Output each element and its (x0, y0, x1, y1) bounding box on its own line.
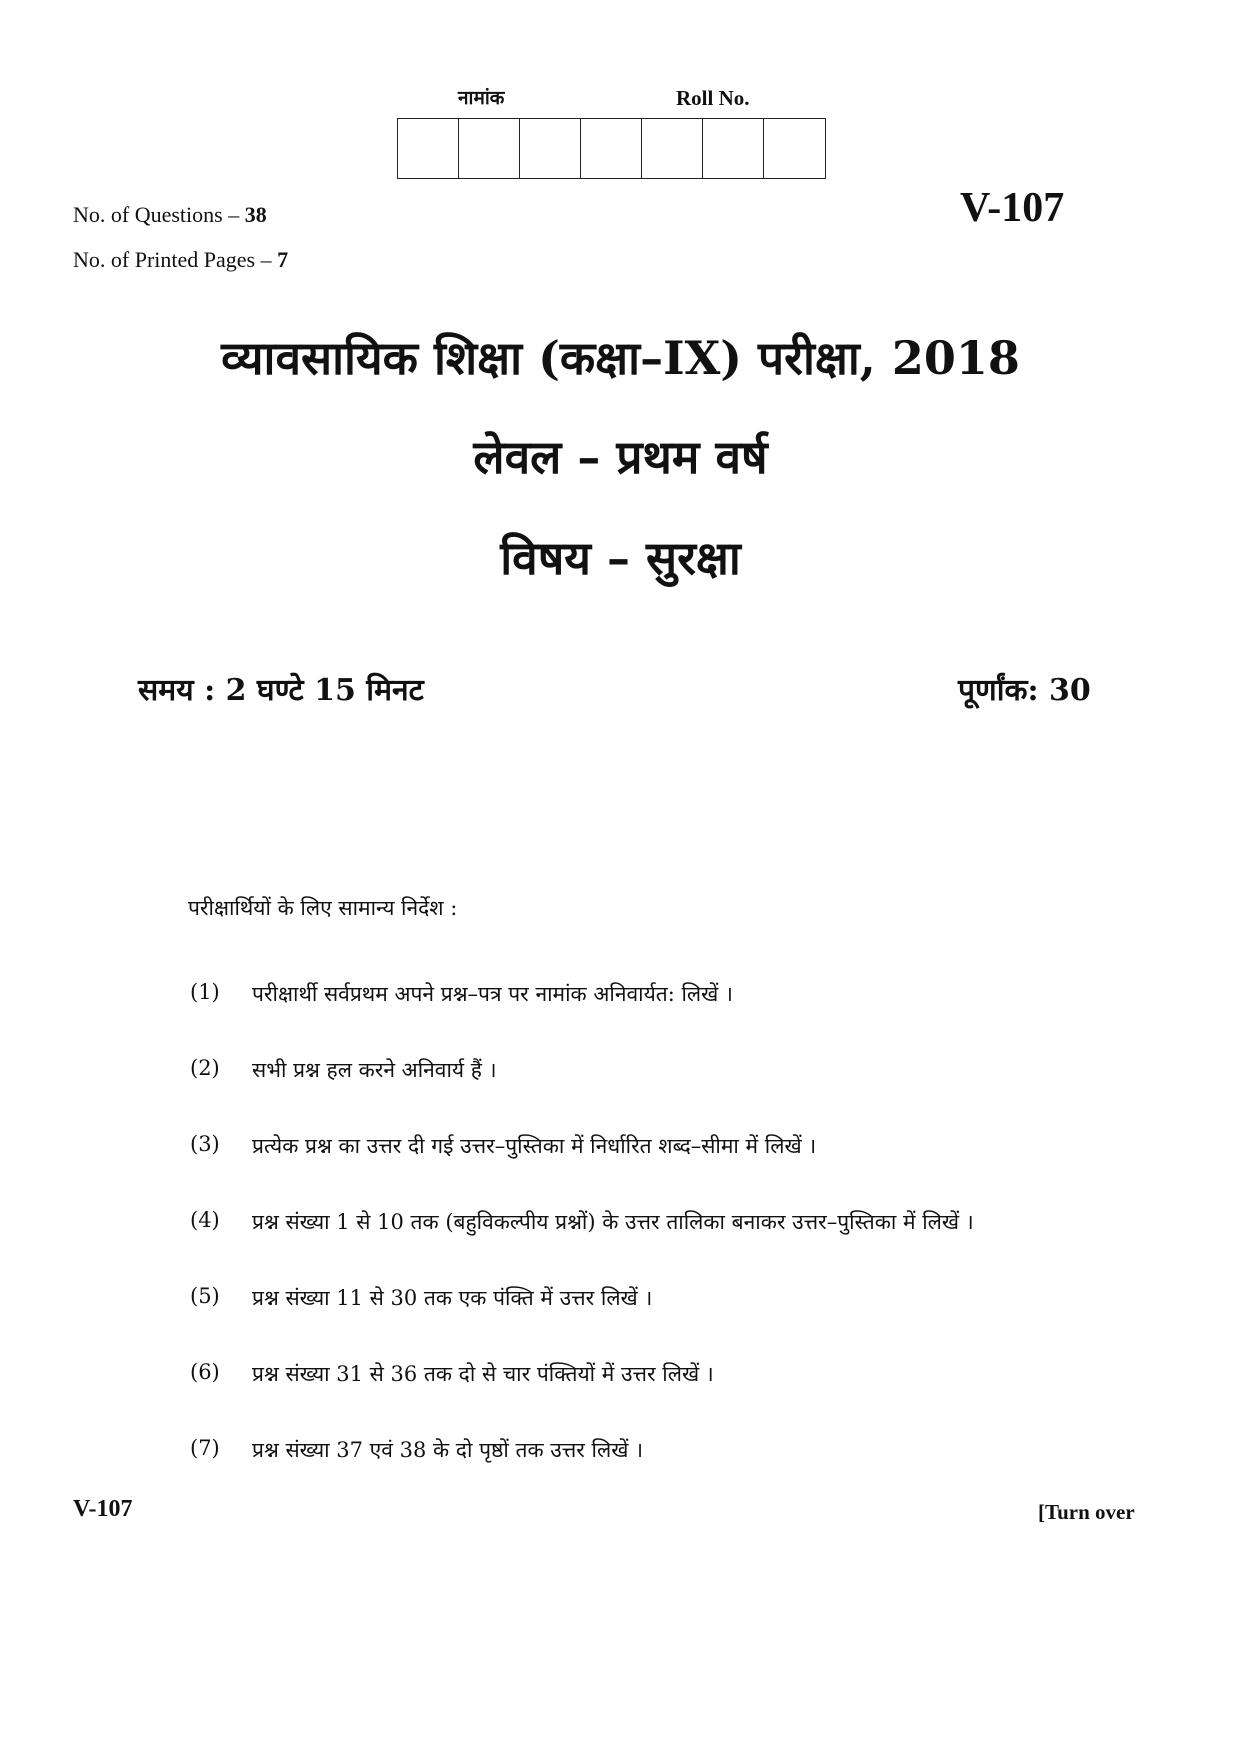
questions-count (73, 202, 267, 228)
roll-label-english: Roll No. (676, 86, 750, 110)
level-title: लेवल – प्रथम वर्ष (473, 430, 768, 484)
instruction-item (190, 1360, 714, 1388)
roll-box (581, 119, 642, 178)
instruction-item (190, 1056, 497, 1084)
subject-title: विषय – सुरक्षा (500, 531, 741, 585)
max-marks: पूर्णांक: 30 (958, 673, 1091, 708)
instruction-number: (6) (190, 1360, 220, 1384)
questions-label: No. of Questions – (73, 202, 245, 227)
roll-number-boxes (397, 118, 826, 179)
instruction-number: (2) (190, 1056, 220, 1080)
footer-paper-code: V-107 (73, 1496, 133, 1522)
instruction-text: प्रश्न संख्या 37 एवं 38 के दो पृष्ठों तक उत्तर लिखें । (252, 1438, 644, 1462)
instruction-number: (5) (190, 1284, 220, 1308)
roll-box (398, 119, 459, 178)
instruction-number: (1) (190, 980, 220, 1004)
roll-box (642, 119, 703, 178)
instruction-item (190, 980, 733, 1008)
roll-box (764, 119, 825, 178)
instruction-item (190, 1436, 643, 1464)
roll-box (703, 119, 764, 178)
instruction-number: (4) (190, 1208, 220, 1232)
instruction-item (190, 1208, 974, 1236)
instruction-item (190, 1284, 652, 1312)
pages-count (73, 247, 288, 273)
roll-label-hindi: नामांक (458, 87, 505, 109)
roll-box (520, 119, 581, 178)
instructions-heading: परीक्षार्थियों के लिए सामान्य निर्देश : (188, 896, 458, 920)
instruction-text: प्रत्येक प्रश्न का उत्तर दी गई उत्तर–पुस्तिका में निर्धारित शब्द–सीमा में लिखें । (252, 1134, 817, 1158)
instruction-number: (3) (190, 1132, 220, 1156)
paper-code: V-107 (960, 185, 1065, 231)
instruction-text: प्रश्न संख्या 1 से 10 तक (बहुविकल्पीय प्रश्नों) के उत्तर तालिका बनाकर उत्तर–पुस्तिका में लिखें । (252, 1210, 974, 1234)
instruction-item (190, 1132, 816, 1160)
turn-over-note: [Turn over (1038, 1500, 1135, 1524)
time-allowed: समय : 2 घण्टे 15 मिनट (138, 673, 424, 708)
exam-title: व्यावसायिक शिक्षा (कक्षा–IX) परीक्षा, 2018 (221, 331, 1020, 385)
questions-value: 38 (244, 202, 267, 227)
pages-value: 7 (277, 247, 289, 272)
instruction-text: सभी प्रश्न हल करने अनिवार्य हैं । (252, 1058, 497, 1082)
pages-label: No. of Printed Pages – (73, 247, 278, 272)
instruction-text: प्रश्न संख्या 31 से 36 तक दो से चार पंक्तियों में उत्तर लिखें । (252, 1362, 714, 1386)
instruction-number: (7) (190, 1436, 220, 1460)
instruction-text: परीक्षार्थी सर्वप्रथम अपने प्रश्न–पत्र पर नामांक अनिवार्यत: लिखें । (252, 982, 733, 1006)
roll-box (459, 119, 520, 178)
instruction-text: प्रश्न संख्या 11 से 30 तक एक पंक्ति में उत्तर लिखें । (252, 1286, 653, 1310)
